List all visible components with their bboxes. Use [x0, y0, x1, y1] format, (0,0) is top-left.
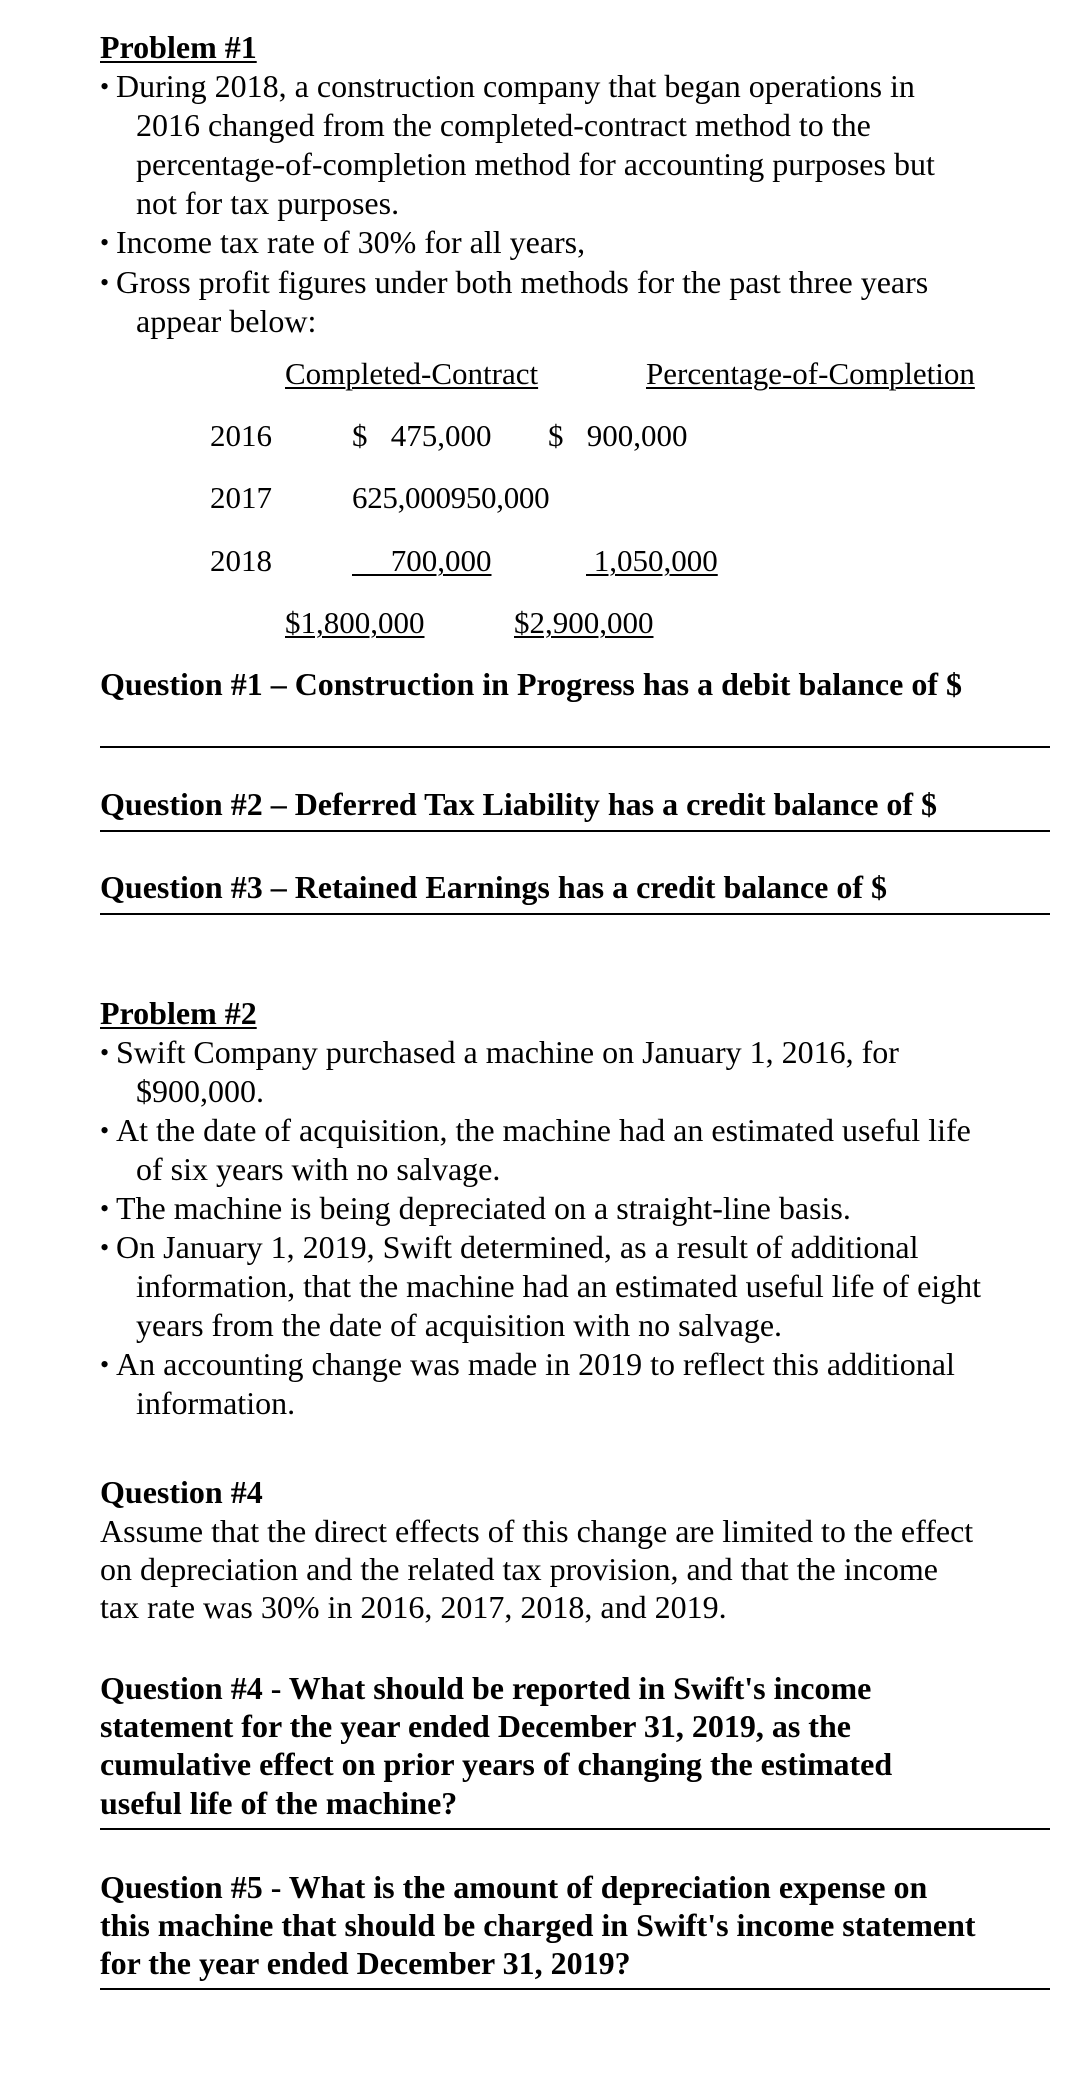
p1-bullet-3-line-1: Gross profit figures under both methods for the past three years	[116, 264, 929, 300]
question-3-text: Question #3 – Retained Earnings has a credit balance of $	[100, 869, 887, 905]
p2-bullet-2-line-1: At the date of acquisition, the machine had an estimated useful life	[116, 1112, 971, 1148]
p2-bullet-1-line-1: Swift Company purchased a machine on January 1, 2016, for	[116, 1034, 899, 1070]
table-cell-poc-2018: 1,050,000	[586, 543, 718, 578]
table-cell-poc-2016: $ 900,000	[548, 418, 688, 453]
table-header-percentage-of-completion: Percentage-of-Completion	[646, 356, 975, 391]
problem-2-heading: Problem #2	[100, 995, 257, 1031]
question-4-intro-line-2: on depreciation and the related tax provision, and that the income	[100, 1551, 938, 1587]
table-row-year: 2017	[210, 480, 272, 515]
p2-bullet-4-line-3: years from the date of acquisition with no salvage.	[136, 1307, 783, 1343]
p1-bullet-1-line-1: During 2018, a construction company that began operations in	[116, 68, 915, 104]
table-row-year: 2016	[210, 418, 272, 453]
question-5-line-1: Question #5 - What is the amount of depreciation expense on	[100, 1869, 928, 1905]
bullet-icon: •	[100, 72, 110, 101]
p2-bullet-1-line-2: $900,000.	[136, 1073, 264, 1109]
bullet-icon: •	[100, 1350, 110, 1379]
question-2-text: Question #2 – Deferred Tax Liability has a credit balance of $	[100, 786, 938, 822]
question-4-intro-line-1: Assume that the direct effects of this change are limited to the effect	[100, 1513, 974, 1549]
question-4-intro-line-3: tax rate was 30% in 2016, 2017, 2018, and 2019.	[100, 1589, 727, 1625]
p2-bullet-4-line-2: information, that the machine had an estimated useful life of eight	[136, 1268, 982, 1304]
bullet-icon: •	[100, 228, 110, 257]
p2-bullet-4-line-1: On January 1, 2019, Swift determined, as a result of additional	[116, 1229, 919, 1265]
question-4-heading: Question #4	[100, 1474, 263, 1510]
p2-bullet-5-line-2: information.	[136, 1385, 296, 1421]
table-row-year: 2018	[210, 543, 272, 578]
question-1-text: Question #1 – Construction in Progress has a debit balance of $	[100, 666, 962, 702]
p1-bullet-1-line-2: 2016 changed from the completed-contract method to the	[136, 107, 871, 143]
question-1-answer-line[interactable]	[100, 746, 1050, 748]
p1-bullet-1-line-4: not for tax purposes.	[136, 185, 400, 221]
question-4-line-2: statement for the year ended December 31, 2019, as the	[100, 1708, 851, 1744]
question-5-answer-line[interactable]	[100, 1988, 1050, 1990]
bullet-icon: •	[100, 1194, 110, 1223]
bullet-icon: •	[100, 1038, 110, 1067]
question-5-line-3: for the year ended December 31, 2019?	[100, 1945, 631, 1981]
bullet-icon: •	[100, 1233, 110, 1262]
table-cell-2017-combined: 625,000950,000	[352, 480, 550, 515]
question-4-answer-line[interactable]	[100, 1828, 1050, 1830]
bullet-icon: •	[100, 268, 110, 297]
p2-bullet-3-line-1: The machine is being depreciated on a straight-line basis.	[116, 1190, 851, 1226]
question-3-answer-line[interactable]	[100, 913, 1050, 915]
p2-bullet-2-line-2: of six years with no salvage.	[136, 1151, 501, 1187]
p1-bullet-2-line-1: Income tax rate of 30% for all years,	[116, 224, 586, 260]
question-4-line-3: cumulative effect on prior years of changing the estimated	[100, 1746, 893, 1782]
table-cell-cc-2018: 700,000	[352, 543, 492, 578]
bullet-icon: •	[100, 1116, 110, 1145]
table-header-completed-contract: Completed-Contract	[285, 356, 539, 391]
question-5-line-2: this machine that should be charged in Swift's income statement	[100, 1907, 976, 1943]
question-2-answer-line[interactable]	[100, 830, 1050, 832]
question-4-line-4: useful life of the machine?	[100, 1785, 458, 1821]
p1-bullet-1-line-3: percentage-of-completion method for accounting purposes but	[136, 146, 935, 182]
table-total-cc: $1,800,000	[285, 605, 425, 640]
table-cell-cc-2016: $ 475,000	[352, 418, 492, 453]
question-4-line-1: Question #4 - What should be reported in Swift's income	[100, 1670, 872, 1706]
problem-1-heading: Problem #1	[100, 29, 257, 65]
table-total-poc: $2,900,000	[514, 605, 654, 640]
p1-bullet-3-line-2: appear below:	[136, 303, 317, 339]
p2-bullet-5-line-1: An accounting change was made in 2019 to reflect this additional	[116, 1346, 955, 1382]
